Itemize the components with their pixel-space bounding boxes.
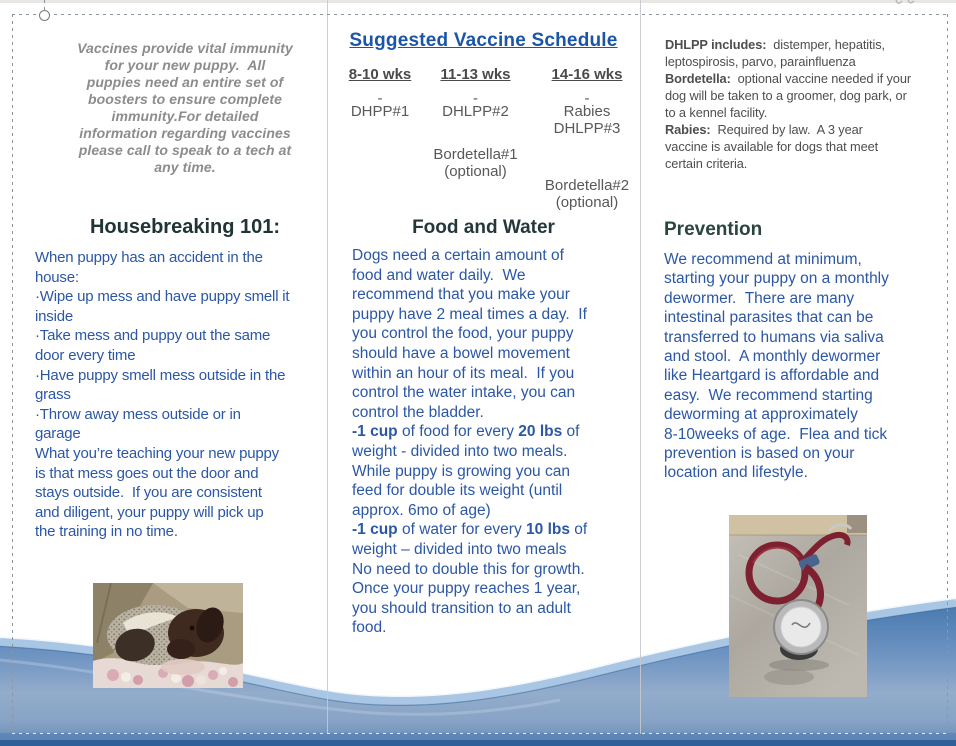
food-water-textbox[interactable]: Dogs need a certain amount of food and water daily. We recommend that you make your puppy have 2 meal times a day. If you control the food, your puppy should have a bowel movement within an hour of its meal. If you control the water intake, you can control the bladder. -1 cup of food for every 20 lbs of weight - divided into two meals. While puppy is growing you can feed for double its weight (until approx. 6mo of age) -1 cup of water for every 10 lbs of weight – divided into two meals No need to double this for growth. Once your puppy reaches 1 year, you should transition to an adult food. <box>352 247 588 637</box>
schedule-col2-vaccine[interactable]: DHLPP#2 <box>442 103 509 120</box>
vaccine-schedule-title[interactable]: Suggested Vaccine Schedule <box>349 30 618 51</box>
selection-border-top <box>12 14 947 15</box>
schedule-col3-header[interactable]: 14-16 wks <box>551 66 623 83</box>
stethoscope-photo[interactable] <box>729 515 867 697</box>
prevention-heading[interactable]: Prevention <box>664 219 763 240</box>
window-top-edge <box>0 0 956 3</box>
schedule-col3-vaccines[interactable] <box>537 103 637 137</box>
housebreaking-textbox[interactable]: When puppy has an accident in the house: ·Wipe up mess and have puppy smell it inside ·Take mess and puppy out the same door every time ·Have puppy smell mess outside in the grass ·Throw away mess outside or in garage What you’re teaching your new puppy is that mess goes out the door and stays outside. If you are consistent and diligent, your puppy will pick up the training in no time. <box>35 249 290 541</box>
prevention-textbox[interactable]: We recommend at minimum, starting your puppy on a monthly dewormer. There are many intestinal parasites that can be transferred to humans via saliva and stool. A monthly dewormer like Heartgard is affordable and easy. We recommend starting deworming at approximately 8-10weeks of age. Flea and tick prevention is based on your location and lifestyle. <box>664 251 889 482</box>
schedule-col1-vaccine[interactable]: DHPP#1 <box>350 103 410 120</box>
schedule-col1-dash: - <box>377 90 383 107</box>
schedule-col2-optional-note: (optional) <box>444 163 507 180</box>
schedule-col3-optional[interactable] <box>537 177 637 211</box>
puppy-photo[interactable] <box>93 583 243 688</box>
schedule-col3-vaccine-2: DHLPP#3 <box>553 120 621 137</box>
selection-border-bottom <box>12 733 947 734</box>
schedule-col2-dash: - <box>473 90 478 107</box>
selection-border-left <box>12 14 13 733</box>
schedule-col2-header[interactable]: 11-13 wks <box>440 66 511 83</box>
rotation-handle[interactable] <box>39 10 50 21</box>
schedule-col3-dash: - <box>584 90 590 107</box>
fold-line-right <box>640 0 641 734</box>
schedule-col3-vaccine-1: Rabies <box>563 103 611 120</box>
housebreaking-heading[interactable]: Housebreaking 101: <box>89 216 281 238</box>
vaccine-info-textbox[interactable]: DHLPP includes: distemper, hepatitis, leptospirosis, parvo, parainfluenza Bordetella: optional vaccine needed if your dog will be taken to a groomer, dog park, or to a kennel facility. Rabies: Required by law. A 3 year vaccine is available for dogs that meet certain criteria. <box>665 37 911 171</box>
intro-textbox[interactable]: Vaccines provide vital immunity for your new puppy. All puppies need an entire set of boosters to ensure complete immunity.For detailed information regarding vaccines please call to speak to a tech at any time. <box>77 40 293 175</box>
food-water-heading[interactable]: Food and Water <box>412 217 555 238</box>
cropped-text-remnant <box>893 0 919 7</box>
schedule-col2-optional[interactable] <box>428 146 523 180</box>
schedule-col3-optional-name: Bordetella#2 <box>544 177 630 194</box>
schedule-col1-header[interactable]: 8-10 wks <box>348 66 412 83</box>
schedule-col2-optional-name: Bordetella#1 <box>433 146 518 163</box>
fold-line-left <box>327 0 328 734</box>
selection-border-right <box>947 14 948 733</box>
schedule-col3-optional-note: (optional) <box>555 194 619 211</box>
